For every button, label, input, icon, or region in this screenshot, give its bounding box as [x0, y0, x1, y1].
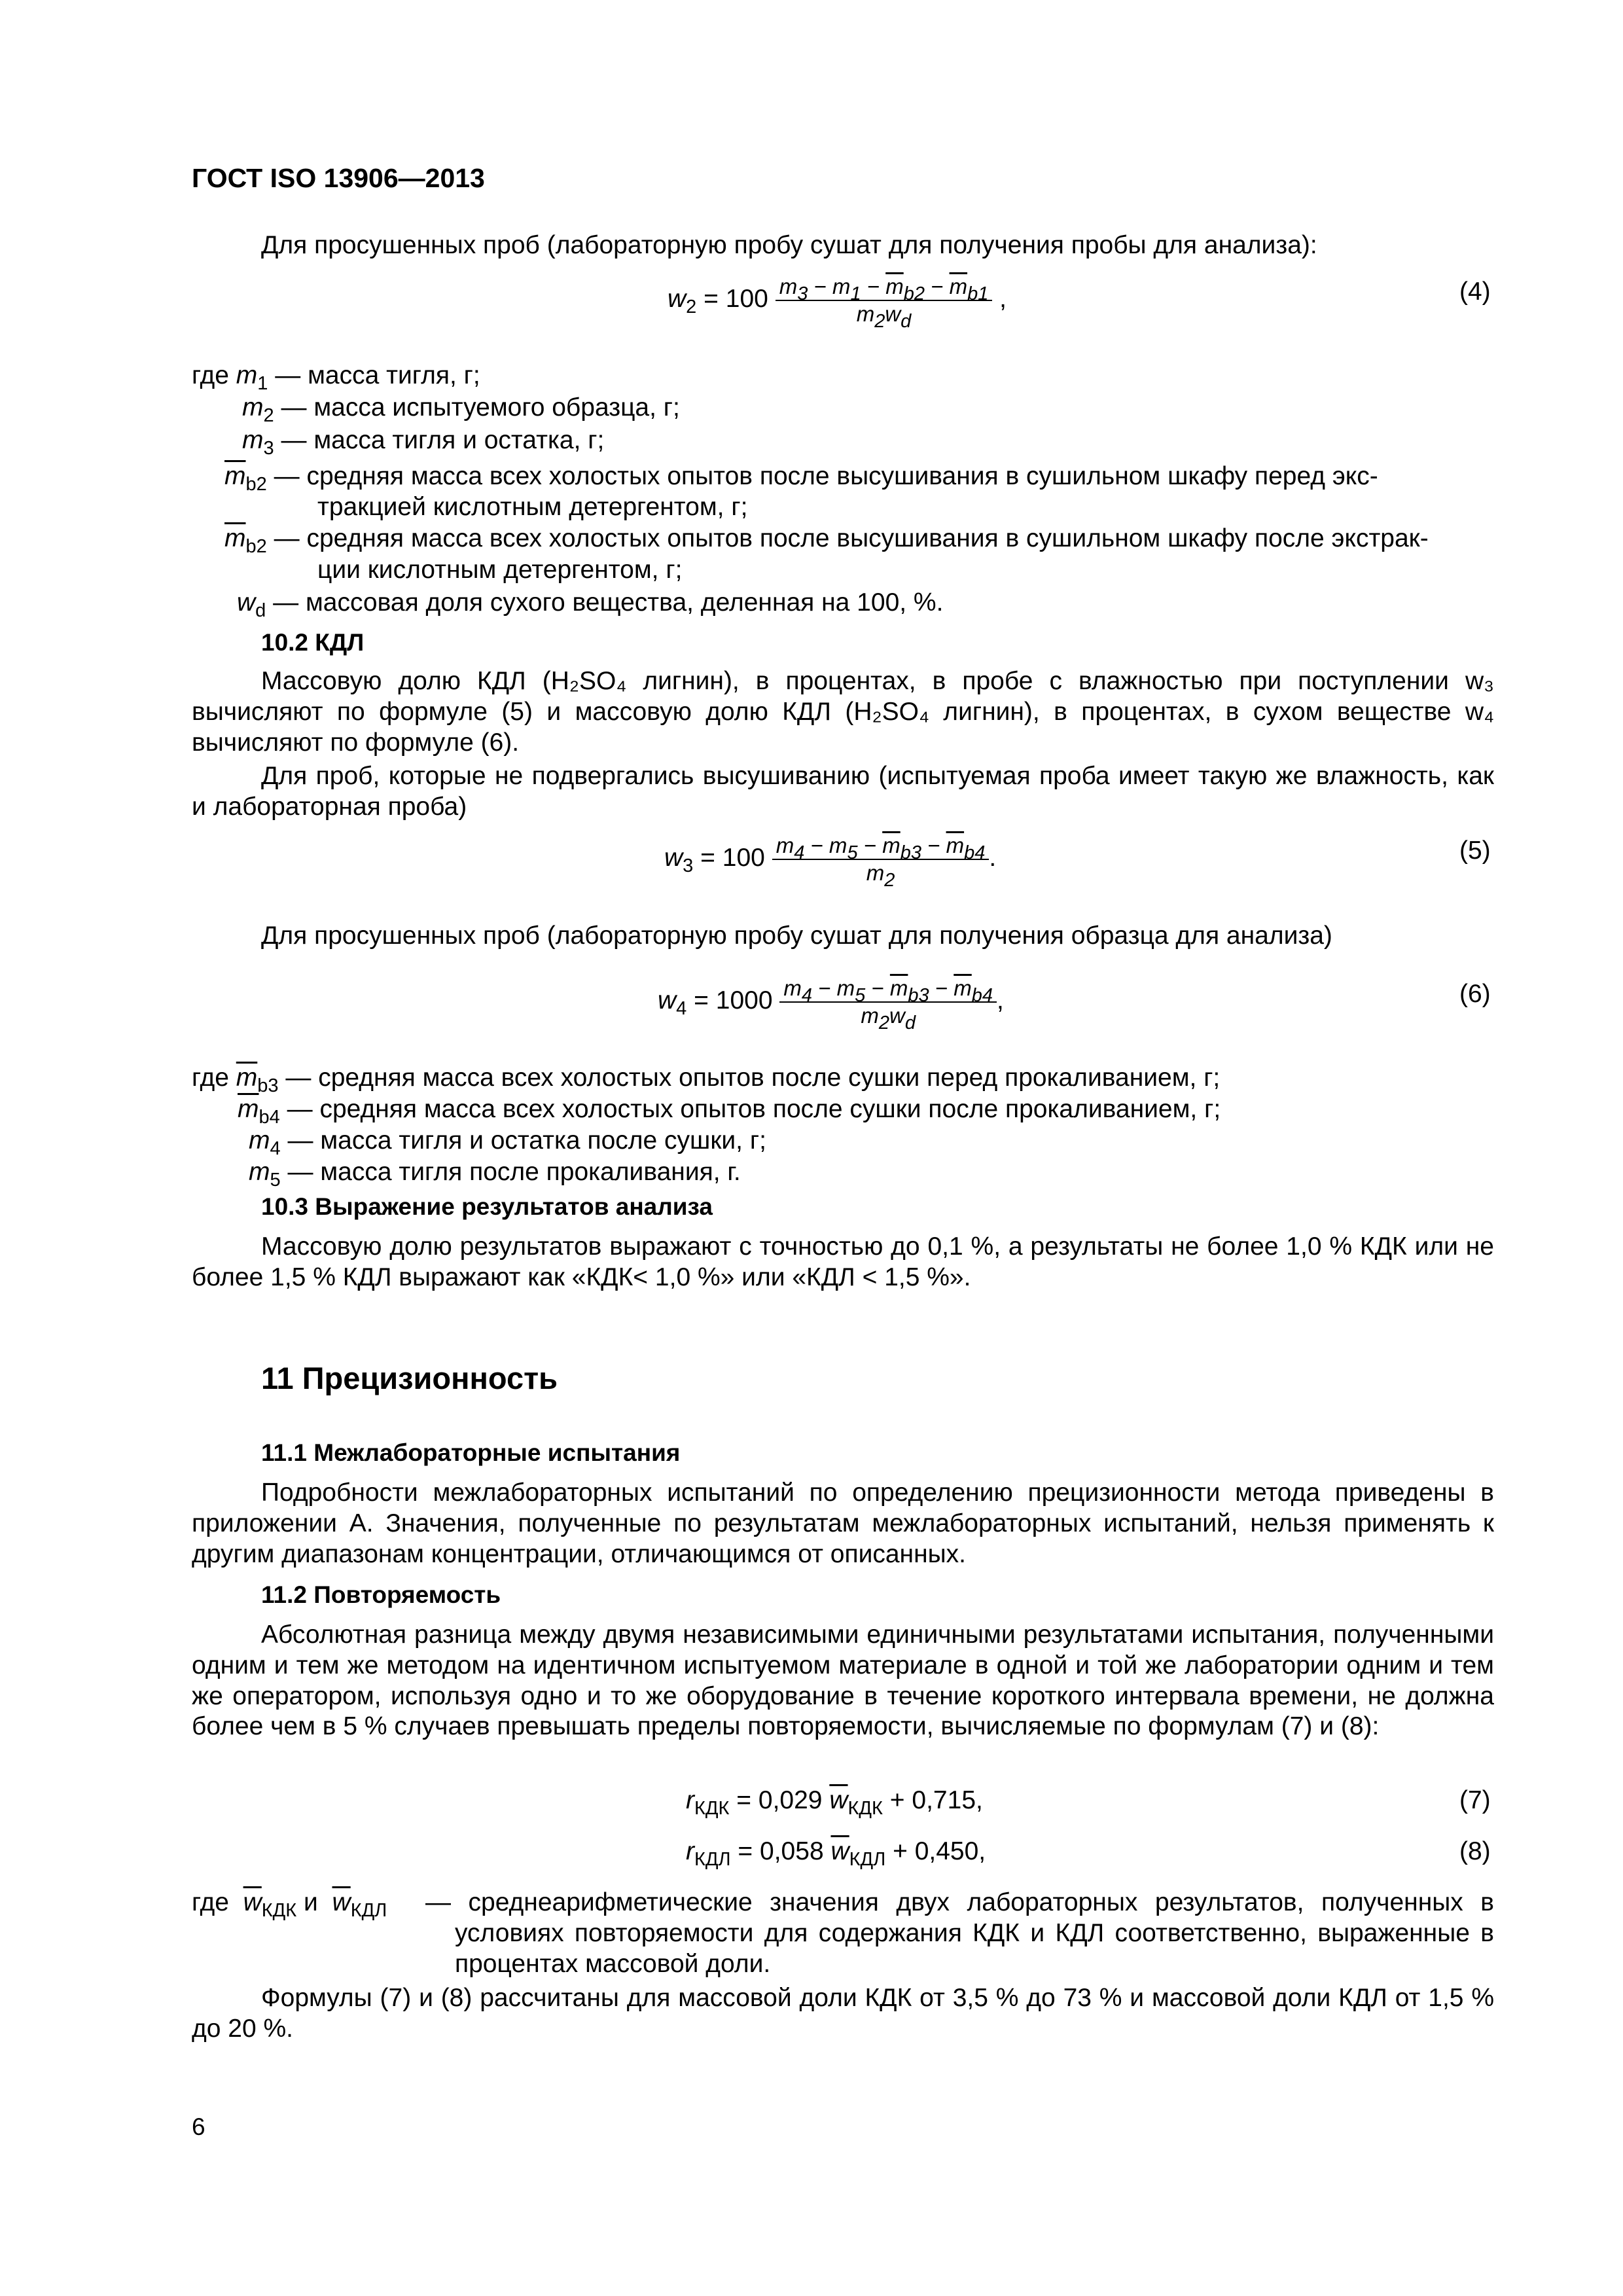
formula-6: $w_4 = 1000$ $\frac{m_4 - m_5 - \overline{m}_{b3} - \overline{m}_{b4}}{m_2w_d}$ ,	[658, 976, 1004, 1033]
definition-m3: $m_3$ — масса тигля и остатка, г;	[242, 426, 605, 459]
definition-mb4: $\overline{m}_{b4}$ — средняя масса всех холостых опытов после сушки после прокаливанием, г;	[238, 1095, 1221, 1128]
formula-5: $w_3 = 100$ $\frac{m_4 - m_5 - \overline{m}_{b3} - \overline{m}_{b4}}{m_2}$ .	[664, 833, 997, 891]
definition-mb3: где $\overline{m}_{b3}$ — средняя масса всех холостых опытов после сушки перед прокаливанием, г;	[192, 1064, 1221, 1096]
section-10-3-p1: Массовую долю результатов выражают с точностью до 0,1 %, а результаты не более 1,0 % КДК или не более 1,5 % КДЛ выражают как «КДК< 1,0 %» или «КДЛ < 1,5 %».	[192, 1232, 1494, 1291]
definition-m1: где $m_1$ — масса тигля, г;	[192, 361, 480, 394]
definition-wd: $w_d$ — массовая доля сухого вещества, деленная на 100, %.	[237, 588, 944, 621]
formula-6-number: (6)	[1459, 980, 1491, 1008]
definition-m4: $m_4$ — масса тигля и остатка после сушки, г;	[249, 1126, 766, 1159]
section-10-2-p2: Для проб, которые не подвергались высушиванию (испытуемая проба имеет такую же влажность, как и лабораторная проба)	[192, 762, 1494, 821]
definition-mb2-after: $\overline{m}_{b2}$ — средняя масса всех холостых опытов после высушивания в сушильном шкафу после экстрак-	[224, 524, 1429, 557]
formula-4: $w_2 = 100$ $\frac{m_3 - m_1 - \overline{m}_{b2} - \overline{m}_{b1}}{m_2w_d}$ ,	[668, 274, 1007, 332]
section-11-heading: 11 Прецизионность	[261, 1361, 558, 1395]
section-10-2-p1: Массовую долю КДЛ (H₂SO₄ лигнин), в процентах, в пробе с влажностью при поступлении w₃ вычисляют по формуле (5) и массовую долю КДЛ (H₂SO₄ лигнин), в процентах, в сухом веществе w₄ вычисляют по формуле (6).	[192, 667, 1494, 757]
page-number: 6	[192, 2113, 205, 2140]
definition-w-kdk-kdl-symbols: где $\overline{w}_{КДК}$ и $\overline{w}_{КДЛ}$	[192, 1888, 387, 1921]
section-10-2-p3: Для просушенных проб (лабораторную пробу сушат для получения образца для анализа)	[261, 922, 1332, 950]
standard-header: ГОСТ ISO 13906—2013	[192, 163, 485, 193]
section-11-final-p: Формулы (7) и (8) рассчитаны для массовой доли КДК от 3,5 % до 73 % и массовой доли КДЛ от 1,5 % до 20 %.	[192, 1984, 1494, 2043]
section-11-1-p: Подробности межлабораторных испытаний по определению прецизионности метода приведены в приложении А. Значения, полученные по результатам межлабораторных испытаний, нельзя применять к другим диапазонам концентрации, отличающимся от описанных.	[192, 1479, 1494, 1568]
formula-4-number: (4)	[1459, 278, 1491, 306]
formula-8-number: (8)	[1459, 1837, 1491, 1865]
section-11-2-heading: 11.2 Повторяемость	[261, 1581, 501, 1608]
definition-mb2-before-cont: тракцией кислотным детергентом, г;	[317, 493, 748, 521]
definition-w-kdk-kdl-text: — среднеарифметические значения двух лабораторных результатов, полученных в условиях повторяемости для содержания КДК и КДЛ соответственно, выраженные в процентах массовой доли.	[425, 1888, 1494, 1978]
definition-mb2-before: $\overline{m}_{b2}$ — средняя масса всех холостых опытов после высушивания в сушильном шкафу перед экс-	[224, 462, 1378, 495]
formula-5-number: (5)	[1459, 836, 1491, 865]
definition-mb2-after-cont: ции кислотным детергентом, г;	[317, 556, 683, 584]
dried-samples-intro: Для просушенных проб (лабораторную пробу сушат для получения пробы для анализа):	[261, 231, 1317, 259]
section-11-2-p: Абсолютная разница между двумя независимыми единичными результатами испытания, полученными одним и тем же методом на идентичном испытуемом материале в одной и той же лаборатории одним и тем же оператором, используя одно и то же оборудование в течение короткого интервала времени, не должна более чем в 5 % случаев превышать пределы повторяемости, вычисляемые по формулам (7) и (8):	[192, 1621, 1494, 1741]
definition-m2: $m_2$ — масса испытуемого образца, г;	[242, 393, 680, 426]
formula-7-number: (7)	[1459, 1786, 1491, 1814]
definition-m5: $m_5$ — масса тигля после прокаливания, г.	[249, 1158, 741, 1191]
section-10-3-heading: 10.3 Выражение результатов анализа	[261, 1193, 713, 1220]
formula-7: $r_{КДК} = 0,029$ $\overline{w}_{КДК} + 0,715$,	[686, 1786, 983, 1819]
section-10-2-heading: 10.2 КДЛ	[261, 629, 365, 656]
section-11-1-heading: 11.1 Межлабораторные испытания	[261, 1439, 681, 1466]
formula-8: $r_{КДЛ} = 0,058$ $\overline{w}_{КДЛ} + 0,450$,	[686, 1837, 986, 1870]
